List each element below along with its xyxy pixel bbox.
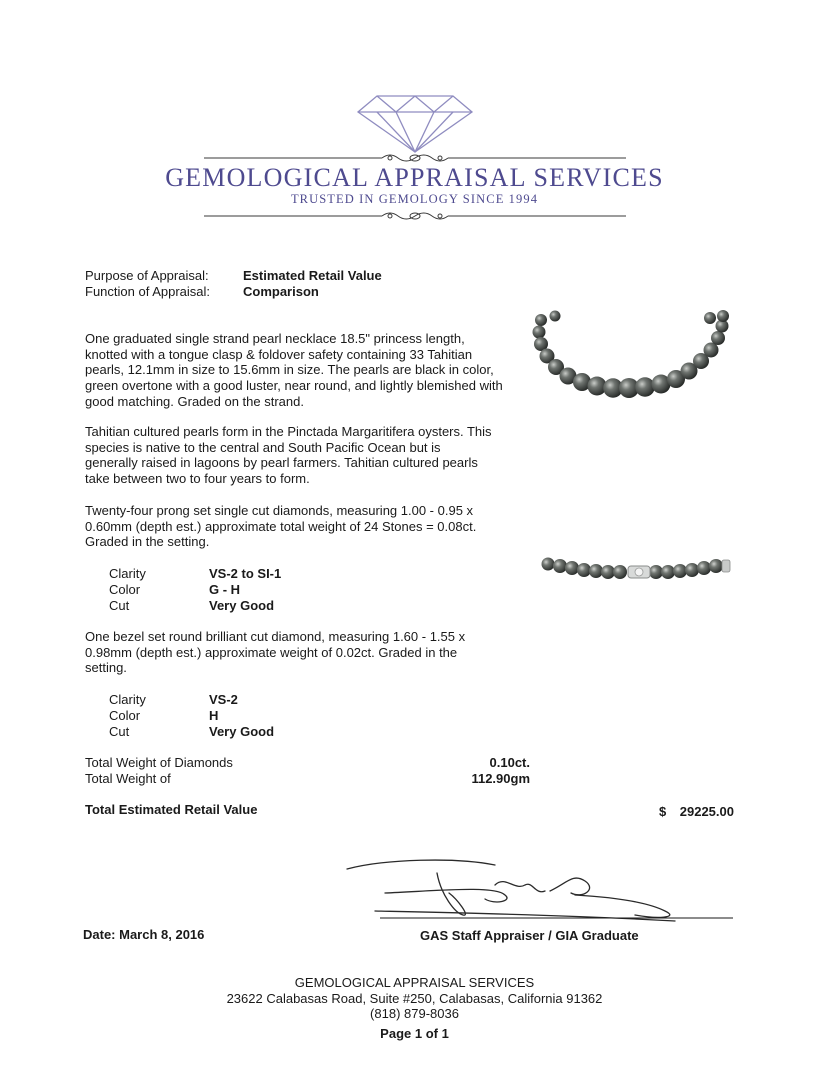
purpose-label: Purpose of Appraisal: (85, 268, 209, 283)
description-paragraph: Tahitian cultured pearls form in the Pinctada Margaritifera oysters. This species is native to the central and South Pacific Ocean but is generally raised in lagoons by pearl farmers. Tahitian cultured pearls take between two to four years to form. (85, 424, 492, 487)
total-diamonds-value: 0.10ct. (489, 755, 530, 770)
brand-name: GEMOLOGICAL APPRAISAL SERVICES (165, 163, 664, 192)
diamond-outline-icon (200, 88, 630, 228)
function-value: Comparison (243, 284, 319, 299)
total-retail-value: 29225.00 (679, 804, 734, 819)
grade-label: Clarity (109, 692, 146, 707)
grade-label: Color (109, 708, 141, 723)
grade-label: Clarity (109, 566, 146, 581)
grade-value: G - H (209, 582, 241, 597)
total-diamonds-label: Total Weight of Diamonds (85, 755, 233, 770)
grade-value: VS-2 (209, 692, 238, 707)
grade-value: VS-2 to SI-1 (209, 566, 282, 581)
description-paragraph: Twenty-four prong set single cut diamonds, measuring 1.00 - 0.95 x 0.60mm (depth est.) approximate total weight of 24 Stones = 0.08ct. Graded in the setting. (85, 503, 477, 550)
footer-company: GEMOLOGICAL APPRAISAL SERVICES (294, 975, 535, 990)
total-weight-value: 112.90gm (471, 771, 530, 786)
currency-symbol: $ (659, 804, 667, 819)
footer-address: 23622 Calabasas Road, Suite #250, Calabasas, California 91362 (226, 991, 603, 1006)
appraiser-signature (345, 855, 735, 930)
footer-phone: (818) 879-8036 (370, 1006, 459, 1021)
pearl-clasp-image (538, 552, 732, 588)
appraisal-date: Date: March 8, 2016 (83, 927, 205, 942)
pearl-necklace-image (525, 308, 740, 400)
grade-value: Very Good (209, 598, 275, 613)
total-weight-label: Total Weight of (85, 771, 171, 786)
grade-value: H (209, 708, 219, 723)
purpose-value: Estimated Retail Value (243, 268, 382, 283)
grade-label: Cut (109, 598, 130, 613)
description-paragraph: One graduated single strand pearl necklace 18.5" princess length, knotted with a tongue clasp & foldover safety containing 33 Tahitian pearls, 12.1mm in size to 15.6mm in size. The pearls are black in color, green overtone with a good luster, near round, and lightly blemished with good matching. Graded on the strand. (85, 331, 503, 409)
grade-label: Color (109, 582, 141, 597)
grade-value: Very Good (209, 724, 275, 739)
page-number: Page 1 of 1 (380, 1026, 449, 1041)
total-retail-label: Total Estimated Retail Value (85, 802, 258, 817)
function-label: Function of Appraisal: (85, 284, 211, 299)
appraiser-title: GAS Staff Appraiser / GIA Graduate (420, 928, 639, 943)
grade-label: Cut (109, 724, 130, 739)
description-paragraph: One bezel set round brilliant cut diamond, measuring 1.60 - 1.55 x 0.98mm (depth est.) approximate weight of 0.02ct. Graded in the setting. (85, 629, 466, 676)
brand-tagline: TRUSTED IN GEMOLOGY SINCE 1994 (290, 192, 539, 206)
